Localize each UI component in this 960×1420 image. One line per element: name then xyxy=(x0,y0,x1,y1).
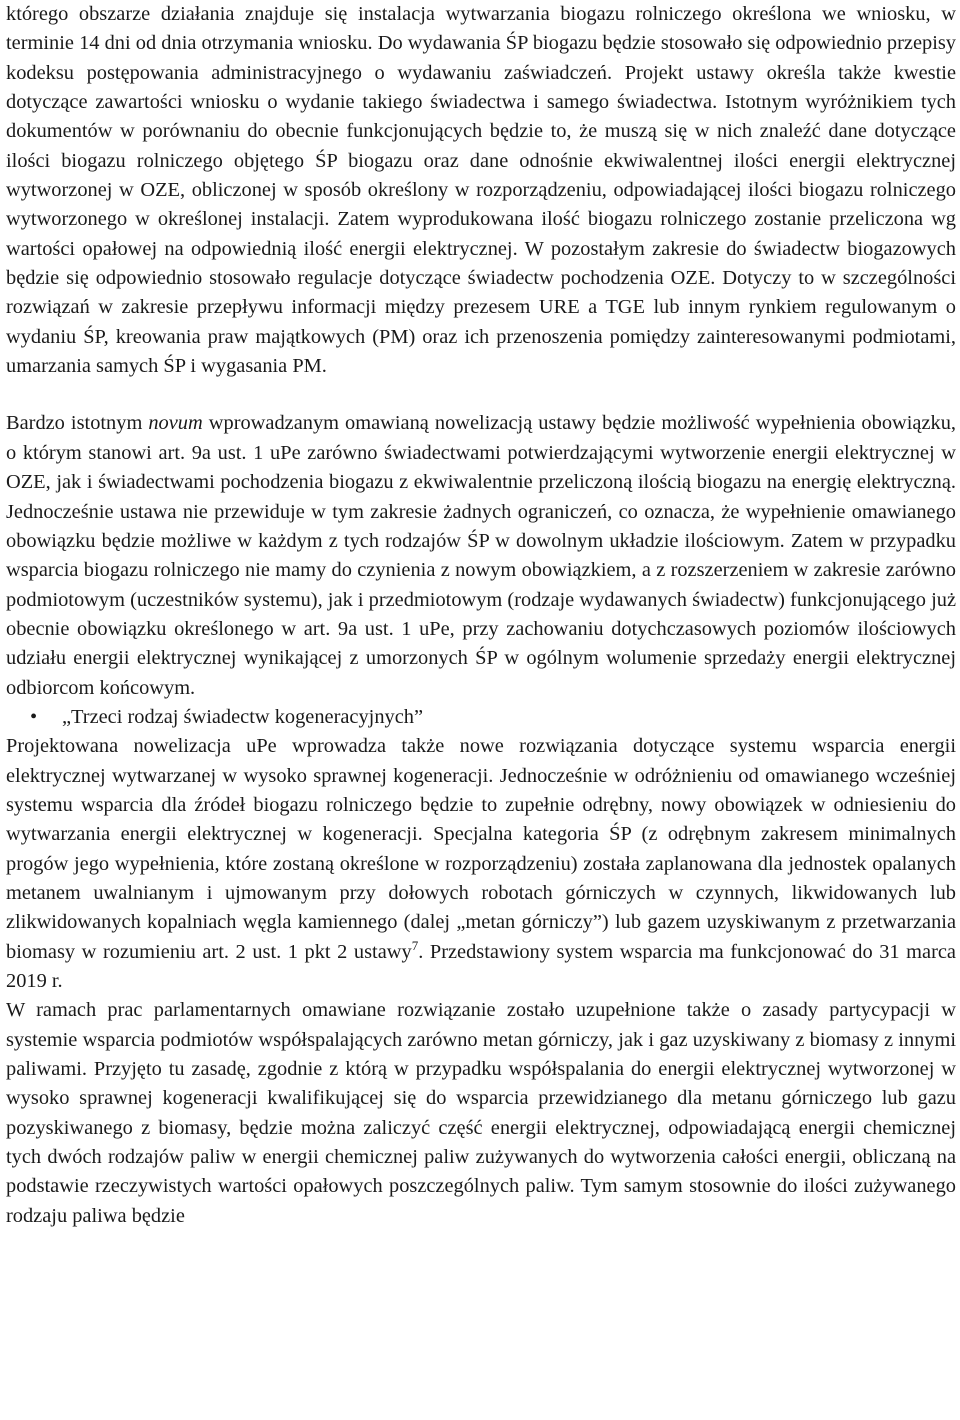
paragraph-spacer xyxy=(6,381,956,409)
paragraph-cogeneration xyxy=(6,732,956,996)
bullet-heading xyxy=(6,703,956,732)
paragraph-cofiring xyxy=(6,996,956,1231)
paragraph-text: którego obszarze działania znajduje się instalacja wytwarzania biogazu rolniczego określona we wniosku, w terminie 14 dni od dnia otrzymania wniosku. Do wydawania ŚP biogazu będzie stosowało się odpowiednio przepisy kodeksu postępowania administracyjnego o wydawaniu zaświadczeń. Projekt ustawy określa także kwestie dotyczące zawartości wniosku o wydanie takiego świadectwa i samego świadectwa. Istotnym wyróżnikiem tych dokumentów w porównaniu do obecnie funkcjonujących będzie to, że muszą się w nich znaleźć dane dotyczące ilości biogazu rolniczego objętego ŚP biogazu oraz dane odnośnie ekwiwalentnej ilości energii elektrycznej wytworzonej w OZE, obliczonej w sposób określony w rozporządzeniu, odpowiadającej ilości biogazu rolniczego wytworzonego w określonej instalacji. Zatem wyprodukowana ilość biogazu rolniczego zostanie przeliczona wg wartości opałowej na odpowiednią ilość energii elektrycznej. W pozostałym zakresie do świadectw biogazowych będzie się odpowiednio stosowało regulacje dotyczące świadectw pochodzenia OZE. Dotyczy to w szczególności rozwiązań w zakresie przepływu informacji między prezesem URE a TGE lub innym rynkiem regulowanym o wydaniu ŚP, kreowania praw majątkowych (PM) oraz ich przenoszenia pomiędzy zainteresowanymi podmiotami, umarzania samych ŚP i wygasania PM. xyxy=(6,3,956,378)
paragraph-certificate-procedure xyxy=(6,0,956,381)
paragraph-text-start: Bardzo istotnym xyxy=(6,412,149,435)
bullet-icon: • xyxy=(30,705,38,728)
paragraph-text-start: Projektowana nowelizacja uPe wprowadza także nowe rozwiązania dotyczące systemu wsparcia energii elektrycznej wytwarzanej w wysoko sprawnej kogeneracji. Jednocześnie w odróżnieniu od omawianego wcześniej systemu wsparcia dla źródeł biogazu rolniczego będzie to zupełnie odrębny, nowy obowiązek w odniesieniu do wytwarzania energii elektrycznej w kogeneracji. Specjalna kategoria ŚP (z odrębnym zakresem minimalnych progów jego wypełnienia, które zostaną określone w rozporządzeniu) została zaplanowana dla jednostek opalanych metanem uwalnianym i ujmowanym przy dołowych robotach górniczych w czynnych, likwidowanych lub zlikwidowanych kopalniach węgla kamiennego (dalej „metan górniczy”) lub gazem uzyskiwanym z przetwarzania biomasy w rozumieniu art. 2 ust. 1 pkt 2 ustawy xyxy=(6,735,956,963)
paragraph-text-rest: wprowadzanym omawianą nowelizacją ustawy będzie możliwość wypełnienia obowiązku, o którym stanowi art. 9a ust. 1 uPe zarówno świadectwami potwierdzającymi wytworzenie energii elektrycznej w OZE, jak i świadectwami pochodzenia biogazu z ekwiwalentnie przeliczoną ilością biogazu na energię elektryczną. Jednocześnie ustawa nie przewiduje w tym zakresie żadnych ograniczeń, co oznacza, że wypełnienie omawianego obowiązku będzie możliwe w każdym z tych rodzajów ŚP w dowolnym układzie ilościowym. Zatem w przypadku wsparcia biogazu rolniczego nie mamy do czynienia z nowym obowiązkiem, a z rozszerzeniem w zakresie zarówno podmiotowym (uczestników systemu), jak i przedmiotowym (rodzaje wydawanych świadectw) funkcjonującego już obecnie obowiązku określonego w art. 9a ust. 1 uPe, przy zachowaniu dotychczasowych poziomów ilościowych udziału energii elektrycznej wynikającej z umorzonych ŚP w ogólnym wolumenie sprzedaży energii elektrycznej odbiorcom końcowym. xyxy=(6,412,956,699)
document-page xyxy=(6,0,956,1231)
italic-term: novum xyxy=(148,412,203,435)
paragraph-novum xyxy=(6,409,956,702)
paragraph-text-rest: . Przedstawiony system wsparcia ma funkcjonować do 31 marca 2019 r. xyxy=(6,940,956,992)
paragraph-text: W ramach prac parlamentarnych omawiane rozwiązanie zostało uzupełnione także o zasady partycypacji w systemie wsparcia podmiotów współspalających zarówno metan górniczy, jak i gaz uzyskiwany z biomasy z innymi paliwami. Przyjęto tu zasadę, zgodnie z którą w przypadku współspalania do energii elektrycznej wytworzonej w wysoko sprawnej kogeneracji kwalifikującej się do wsparcia przewidzianego dla metanu górniczego lub gazu pozyskiwanego z biomasy, będzie można zaliczyć część energii elektrycznej, odpowiadającą energii chemicznej tych dwóch rodzajów paliw w energii chemicznej paliw zużywanych do wytworzenia całości energii, obliczaną na podstawie rzeczywistych wartości opałowych poszczególnych paliw. Tym samym stosownie do ilości zużywanego rodzaju paliwa będzie xyxy=(6,999,956,1227)
footnote-reference[interactable]: 7 xyxy=(411,937,419,953)
bullet-heading-text: „Trzeci rodzaj świadectw kogeneracyjnych” xyxy=(62,705,424,728)
